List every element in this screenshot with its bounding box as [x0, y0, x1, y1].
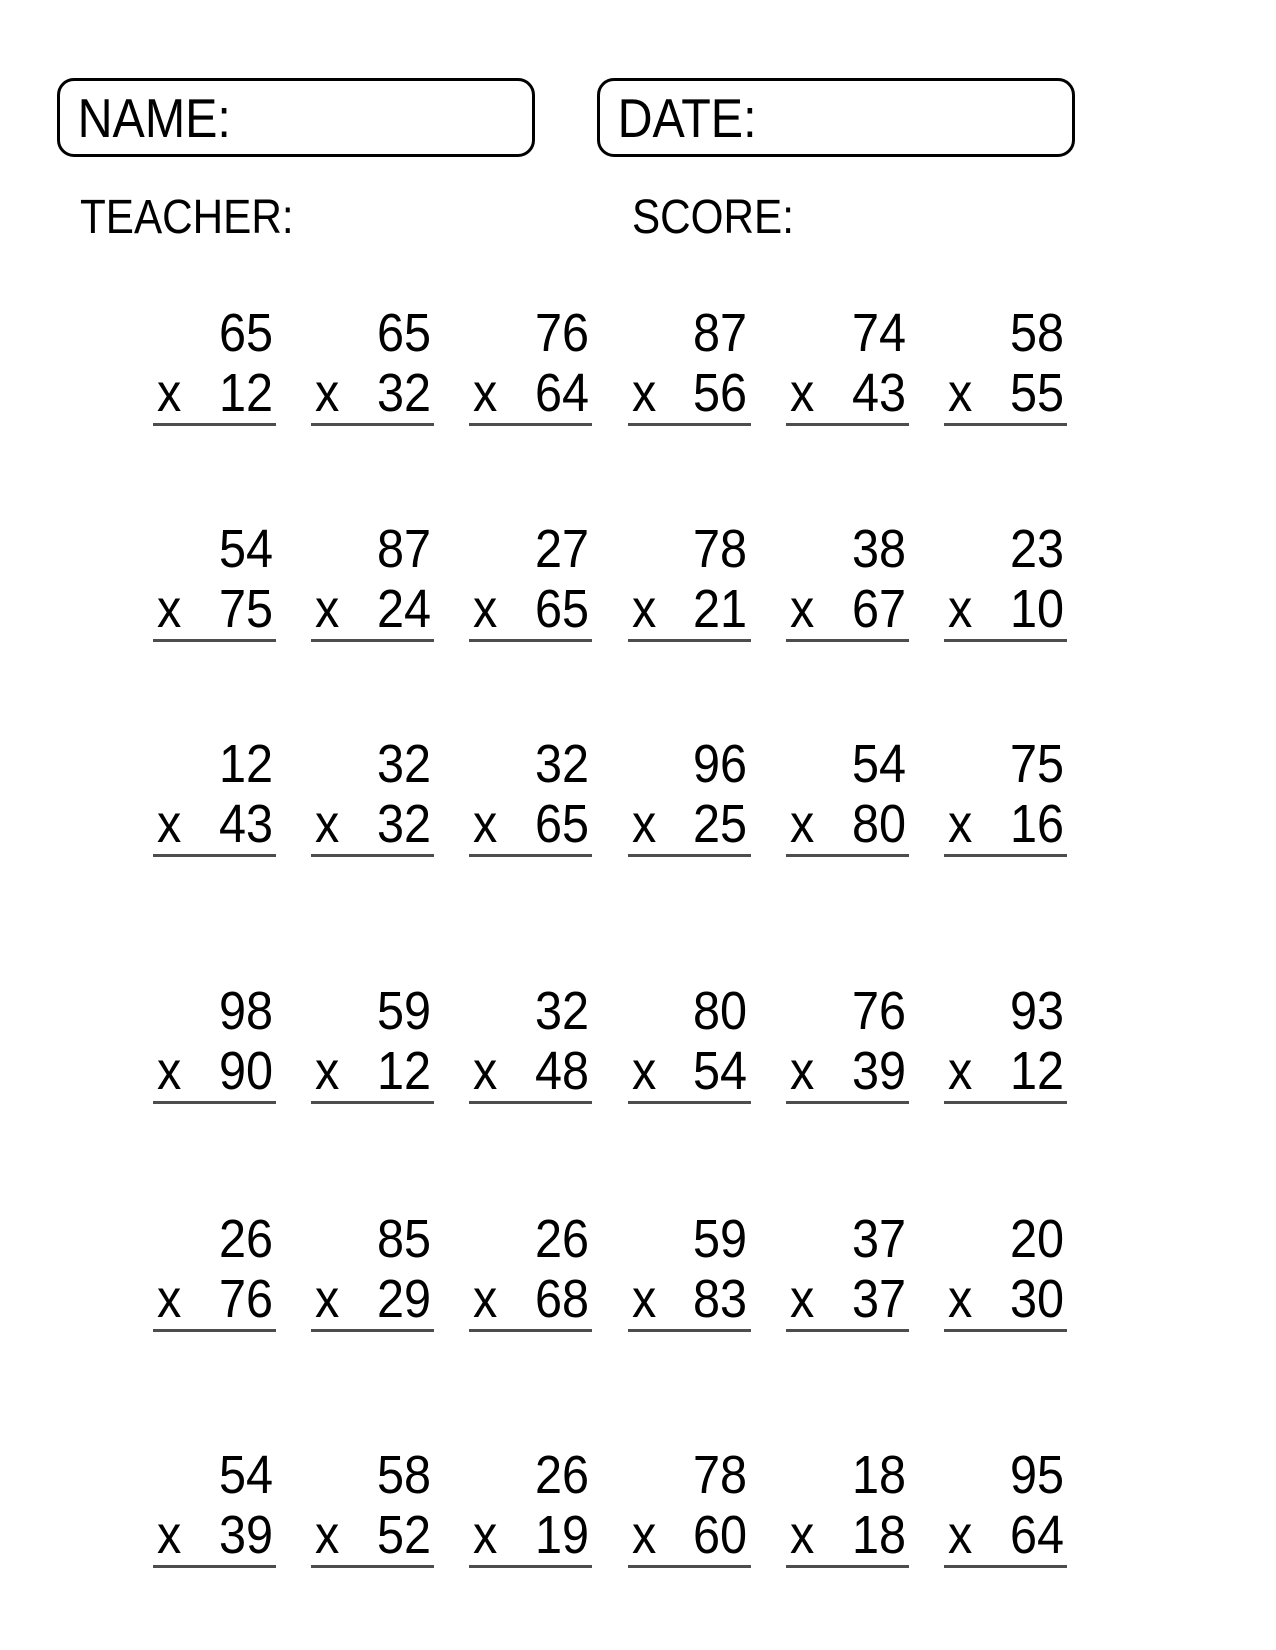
multiplier: 18 — [851, 1505, 906, 1565]
multiplier-line — [311, 1505, 434, 1565]
multiplier: 24 — [377, 579, 432, 639]
multiplier-line — [153, 1269, 276, 1329]
multiplicand-line — [786, 1209, 909, 1269]
multiplier-line — [153, 363, 276, 423]
multiplier: 43 — [218, 794, 273, 854]
multiply-operator: x — [789, 579, 815, 639]
multiply-operator: x — [473, 1041, 498, 1101]
multiplicand: 80 — [693, 981, 748, 1041]
multiplier: 64 — [1009, 1505, 1064, 1565]
problem-cell — [628, 1209, 751, 1332]
multiplier-line — [153, 579, 276, 639]
problem-cell — [311, 734, 434, 857]
multiplicand-line — [786, 734, 909, 794]
multiplicand-line — [944, 303, 1067, 363]
problem-cell — [469, 734, 592, 857]
multiplier: 12 — [218, 363, 273, 423]
problem-cell — [153, 734, 276, 857]
multiplier: 25 — [693, 794, 748, 854]
multiplier-line — [786, 1505, 909, 1565]
multiplier: 64 — [535, 363, 590, 423]
multiplicand-line — [153, 303, 276, 363]
problem-cell — [469, 303, 592, 426]
multiplier: 29 — [377, 1269, 432, 1329]
problem-cell — [311, 1445, 434, 1568]
multiply-operator: x — [473, 794, 498, 854]
multiplier: 19 — [535, 1505, 590, 1565]
problem-cell — [786, 981, 909, 1104]
multiplicand: 37 — [851, 1209, 906, 1269]
multiplicand: 74 — [851, 303, 906, 363]
multiplier-line — [153, 794, 276, 854]
name-label: NAME: — [77, 86, 231, 149]
multiplicand: 75 — [1009, 734, 1064, 794]
date-field-box[interactable] — [597, 78, 1075, 157]
multiplier-line — [944, 1041, 1067, 1101]
multiplier-line — [786, 1041, 909, 1101]
multiplicand: 23 — [1009, 519, 1064, 579]
multiplier: 16 — [1009, 794, 1064, 854]
multiply-operator: x — [473, 579, 498, 639]
multiplicand-line — [786, 1445, 909, 1505]
multiplier-line — [944, 1505, 1067, 1565]
multiply-operator: x — [789, 1505, 815, 1565]
multiplicand-line — [311, 303, 434, 363]
multiply-operator: x — [947, 1041, 973, 1101]
multiplier: 80 — [851, 794, 906, 854]
multiplicand: 26 — [218, 1209, 273, 1269]
multiply-operator: x — [631, 1269, 656, 1329]
problem-cell — [311, 981, 434, 1104]
teacher-label: TEACHER: — [80, 191, 294, 244]
problem-cell — [469, 1445, 592, 1568]
multiply-operator: x — [157, 579, 182, 639]
multiplicand-line — [469, 1445, 592, 1505]
problem-cell — [311, 303, 434, 426]
problem-row — [153, 519, 1067, 642]
multiplier: 65 — [535, 794, 590, 854]
multiplier: 75 — [218, 579, 273, 639]
multiply-operator: x — [315, 794, 340, 854]
problem-cell — [944, 981, 1067, 1104]
problem-cell — [469, 981, 592, 1104]
multiplicand: 96 — [693, 734, 748, 794]
multiplicand-line — [786, 519, 909, 579]
multiplicand: 87 — [693, 303, 748, 363]
multiplicand: 59 — [693, 1209, 748, 1269]
multiplicand: 20 — [1009, 1209, 1064, 1269]
problem-cell — [628, 1445, 751, 1568]
multiply-operator: x — [947, 794, 973, 854]
multiplier: 48 — [535, 1041, 590, 1101]
multiplicand: 78 — [693, 1445, 748, 1505]
multiplicand: 54 — [851, 734, 906, 794]
multiplier: 32 — [377, 363, 432, 423]
multiplier: 52 — [377, 1505, 432, 1565]
multiplier: 67 — [851, 579, 906, 639]
multiplicand-line — [311, 734, 434, 794]
multiplier-line — [628, 579, 751, 639]
multiplicand-line — [628, 981, 751, 1041]
problem-cell — [786, 1445, 909, 1568]
multiplier-line — [628, 794, 751, 854]
multiplicand: 12 — [218, 734, 273, 794]
problem-cell — [786, 734, 909, 857]
multiply-operator: x — [315, 579, 340, 639]
multiplier: 54 — [693, 1041, 748, 1101]
problem-row — [153, 981, 1067, 1104]
multiplicand-line — [153, 1445, 276, 1505]
multiplier-line — [786, 579, 909, 639]
multiplicand: 78 — [693, 519, 748, 579]
multiplier-line — [469, 1269, 592, 1329]
multiplicand: 32 — [377, 734, 432, 794]
problem-cell — [628, 734, 751, 857]
multiplier-line — [628, 363, 751, 423]
multiply-operator: x — [631, 794, 656, 854]
multiply-operator: x — [473, 363, 498, 423]
multiplier-line — [311, 363, 434, 423]
multiplier: 56 — [693, 363, 748, 423]
multiplier-line — [786, 363, 909, 423]
problem-cell — [944, 303, 1067, 426]
multiplicand: 27 — [535, 519, 590, 579]
multiplier-line — [944, 1269, 1067, 1329]
problem-cell — [153, 1209, 276, 1332]
multiply-operator: x — [473, 1505, 498, 1565]
problem-cell — [469, 1209, 592, 1332]
multiplier: 30 — [1009, 1269, 1064, 1329]
problem-cell — [628, 303, 751, 426]
multiply-operator: x — [947, 1505, 973, 1565]
multiplier-line — [153, 1505, 276, 1565]
multiplicand: 18 — [851, 1445, 906, 1505]
multiplicand-line — [628, 1209, 751, 1269]
multiply-operator: x — [631, 579, 656, 639]
problem-cell — [944, 1209, 1067, 1332]
multiplier-line — [786, 1269, 909, 1329]
multiplicand: 95 — [1009, 1445, 1064, 1505]
problem-cell — [628, 981, 751, 1104]
problem-row — [153, 303, 1067, 426]
multiplier-line — [311, 1269, 434, 1329]
multiplier: 39 — [218, 1505, 273, 1565]
multiplicand-line — [469, 734, 592, 794]
multiplier: 32 — [377, 794, 432, 854]
multiplicand: 85 — [377, 1209, 432, 1269]
multiplicand: 98 — [218, 981, 273, 1041]
multiplicand-line — [628, 734, 751, 794]
multiplicand-line — [469, 981, 592, 1041]
multiplier: 21 — [693, 579, 748, 639]
multiplicand: 76 — [535, 303, 590, 363]
multiplier: 39 — [851, 1041, 906, 1101]
multiply-operator: x — [473, 1269, 498, 1329]
multiplicand-line — [311, 1209, 434, 1269]
multiplicand-line — [628, 303, 751, 363]
multiplicand-line — [153, 519, 276, 579]
multiplicand: 65 — [218, 303, 273, 363]
multiplier-line — [469, 1041, 592, 1101]
multiplier: 83 — [693, 1269, 748, 1329]
multiplier: 10 — [1009, 579, 1064, 639]
multiplier-line — [628, 1041, 751, 1101]
multiplicand: 76 — [851, 981, 906, 1041]
multiplier-line — [944, 579, 1067, 639]
multiply-operator: x — [631, 363, 656, 423]
multiply-operator: x — [315, 363, 340, 423]
problem-cell — [153, 519, 276, 642]
problem-cell — [944, 734, 1067, 857]
multiplicand-line — [944, 519, 1067, 579]
multiplier-line — [311, 1041, 434, 1101]
multiplicand-line — [469, 303, 592, 363]
multiply-operator: x — [315, 1041, 340, 1101]
multiplier: 68 — [535, 1269, 590, 1329]
problem-cell — [786, 519, 909, 642]
multiplier-line — [628, 1505, 751, 1565]
problem-cell — [944, 1445, 1067, 1568]
multiplier-line — [469, 363, 592, 423]
multiplicand: 26 — [535, 1445, 590, 1505]
multiplier: 55 — [1009, 363, 1064, 423]
multiplier: 90 — [218, 1041, 273, 1101]
multiplier-line — [786, 794, 909, 854]
multiplier-line — [311, 794, 434, 854]
multiply-operator: x — [315, 1269, 340, 1329]
multiplicand-line — [944, 1209, 1067, 1269]
multiplier: 12 — [377, 1041, 432, 1101]
multiplier: 37 — [851, 1269, 906, 1329]
multiplicand-line — [944, 1445, 1067, 1505]
multiplicand-line — [628, 519, 751, 579]
multiply-operator: x — [789, 1041, 815, 1101]
multiply-operator: x — [157, 1041, 182, 1101]
multiply-operator: x — [315, 1505, 340, 1565]
multiply-operator: x — [157, 1269, 182, 1329]
problem-cell — [786, 1209, 909, 1332]
problem-cell — [153, 981, 276, 1104]
multiplier: 60 — [693, 1505, 748, 1565]
multiply-operator: x — [947, 363, 973, 423]
multiplicand: 32 — [535, 981, 590, 1041]
multiplicand-line — [153, 734, 276, 794]
multiplicand-line — [469, 519, 592, 579]
score-label: SCORE: — [632, 191, 794, 244]
multiplicand-line — [786, 303, 909, 363]
multiplier: 76 — [218, 1269, 273, 1329]
problem-cell — [311, 1209, 434, 1332]
problem-row — [153, 1209, 1067, 1332]
problems-grid — [153, 303, 1067, 1568]
problem-cell — [153, 303, 276, 426]
date-label: DATE: — [617, 86, 757, 149]
problem-cell — [469, 519, 592, 642]
multiplicand-line — [628, 1445, 751, 1505]
multiplicand: 38 — [851, 519, 906, 579]
multiply-operator: x — [631, 1505, 656, 1565]
multiplier-line — [469, 794, 592, 854]
multiplicand: 26 — [535, 1209, 590, 1269]
multiplicand: 87 — [377, 519, 432, 579]
multiplier-line — [944, 794, 1067, 854]
problem-cell — [153, 1445, 276, 1568]
multiply-operator: x — [789, 1269, 815, 1329]
multiplier-line — [469, 1505, 592, 1565]
multiply-operator: x — [789, 794, 815, 854]
multiplier-line — [469, 579, 592, 639]
multiply-operator: x — [631, 1041, 656, 1101]
multiply-operator: x — [157, 794, 182, 854]
multiplicand-line — [311, 1445, 434, 1505]
multiply-operator: x — [947, 1269, 973, 1329]
multiplicand: 93 — [1009, 981, 1064, 1041]
multiplicand: 32 — [535, 734, 590, 794]
multiply-operator: x — [157, 363, 182, 423]
multiplier: 12 — [1009, 1041, 1064, 1101]
problem-cell — [628, 519, 751, 642]
multiplicand: 65 — [377, 303, 432, 363]
multiplier-line — [628, 1269, 751, 1329]
multiplicand-line — [153, 1209, 276, 1269]
multiplier-line — [311, 579, 434, 639]
multiplier: 43 — [851, 363, 906, 423]
multiplier-line — [944, 363, 1067, 423]
problem-cell — [786, 303, 909, 426]
multiplicand-line — [153, 981, 276, 1041]
multiplicand: 54 — [218, 1445, 273, 1505]
problem-row — [153, 1445, 1067, 1568]
multiplicand: 58 — [377, 1445, 432, 1505]
multiply-operator: x — [789, 363, 815, 423]
multiplicand-line — [311, 981, 434, 1041]
multiplicand-line — [944, 734, 1067, 794]
name-field-box[interactable] — [57, 78, 535, 157]
multiplier-line — [153, 1041, 276, 1101]
problem-cell — [311, 519, 434, 642]
multiply-operator: x — [157, 1505, 182, 1565]
multiplicand-line — [944, 981, 1067, 1041]
problem-row — [153, 734, 1067, 857]
multiplicand-line — [786, 981, 909, 1041]
multiplier: 65 — [535, 579, 590, 639]
multiplicand-line — [311, 519, 434, 579]
multiplicand: 54 — [218, 519, 273, 579]
multiply-operator: x — [947, 579, 973, 639]
multiplicand: 58 — [1009, 303, 1064, 363]
problem-cell — [944, 519, 1067, 642]
multiplicand: 59 — [377, 981, 432, 1041]
multiplicand-line — [469, 1209, 592, 1269]
